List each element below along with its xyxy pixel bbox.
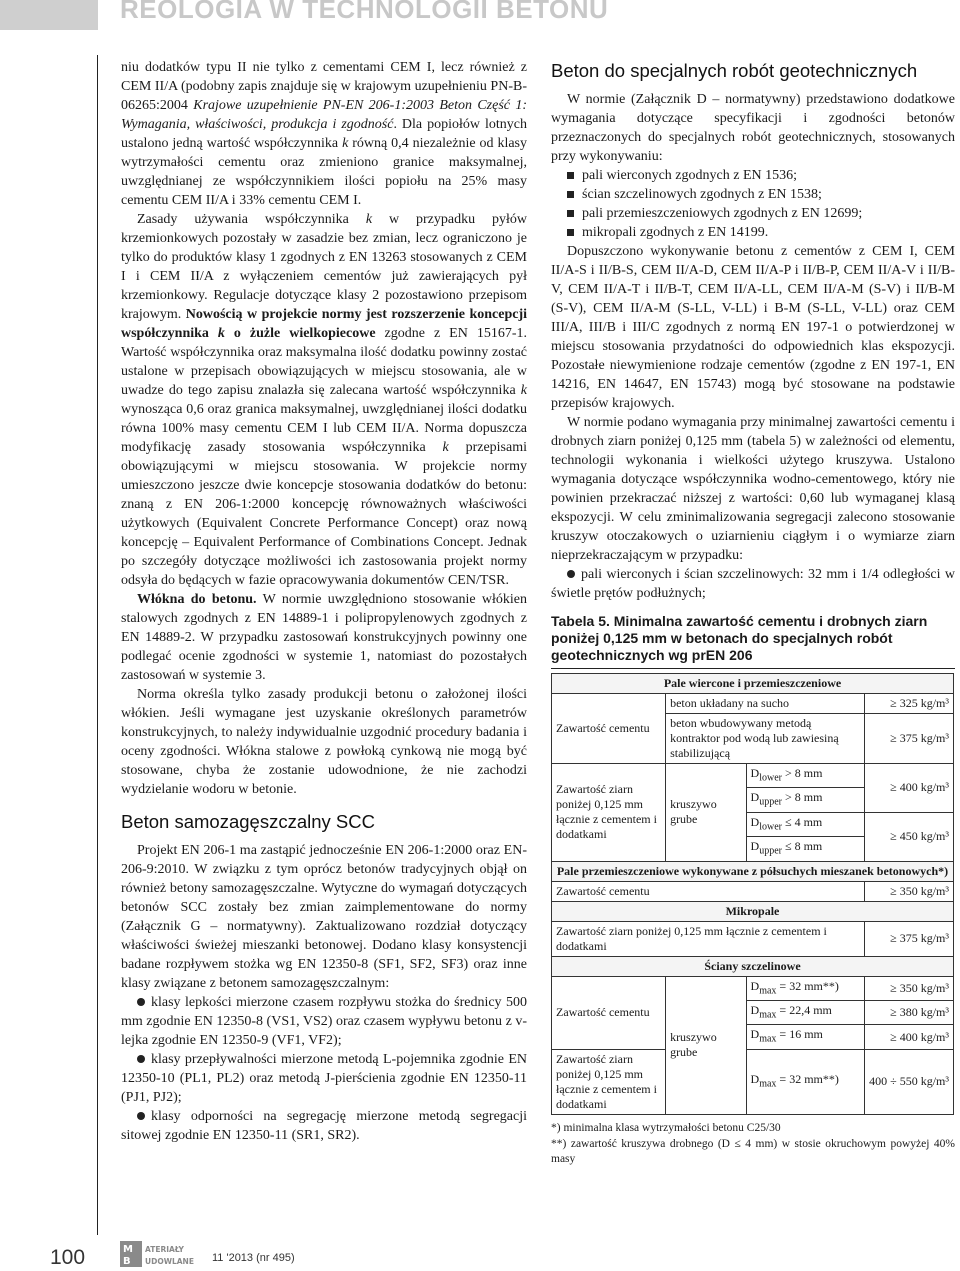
- bullet-item: klasy lepkości mierzone czasem rozpływu stożka do średnicy 500 mm zgodnie EN 12350-8 (VS1, VS2) oraz czasem wypływu betonu z v-lejka zgodnie EN 12350-9 (VF1, VF2);: [121, 995, 527, 1048]
- square-bullet-item: pali wierconych zgodnych z EN 1536;: [551, 166, 955, 185]
- header-bar: [0, 0, 98, 30]
- table-section-header: Ściany szczelinowe: [552, 956, 954, 976]
- table-condition: $D_{max} = 32$ mm**): [746, 976, 865, 1000]
- table-value: ≥ 375 kg/m³: [865, 714, 954, 764]
- table-section-header: Pale przemieszczeniowe wykonywane z półsuchych mieszanek betonowych*): [552, 861, 954, 881]
- table-value: ≥ 380 kg/m³: [865, 1000, 954, 1024]
- table-condition: $D_{upper} > 8$ mm: [746, 788, 865, 812]
- svg-text:M: M: [123, 1244, 133, 1255]
- table-section-header: Mikropale: [552, 901, 954, 921]
- bullet-square-icon: [567, 210, 574, 217]
- table-cell: Zawartość cementu: [552, 976, 666, 1049]
- right-column: [551, 58, 955, 1168]
- table-cell: kruszywo grube: [666, 764, 746, 862]
- table-condition: $D_{upper} \le 8$ mm: [746, 837, 865, 861]
- bullet-square-icon: [567, 191, 574, 198]
- table-value: ≥ 400 kg/m³: [865, 1025, 954, 1049]
- issue-number: 11 '2013 (nr 495): [212, 1252, 295, 1264]
- square-bullet-item: pali przemieszczeniowych zgodnych z EN 12699;: [551, 204, 955, 223]
- paragraph: Dopuszczono wykonywanie betonu z cementów z CEM I, CEM II/A-S i II/B-S, CEM II/A-D, CEM II/A-P i II/B-P, CEM II/A-V i II/B-V, CEM II/A-T i II/B-T, CEM II/A-LL, CEM II/A-M (S-V) i II/B-M (S-V), CEM II/A-M (S-LL, V-LL) i B-M (S-LL, V-LL) oraz CEM III/A, III/B i III/C zgodnych z normą EN 197-1 o potwierdzonej w miejscu stosowania przydatności do odpowiednich klas ekspozycji. Pozostałe niewymienione rodzaje cementów (zgodne z EN 197-1, EN 14216, EN 14647, EN 15743) mogą być stosowane na podstawie przepisów krajowych.: [551, 244, 955, 411]
- table-value: ≥ 400 kg/m³: [865, 764, 954, 813]
- table-value: ≥ 450 kg/m³: [865, 812, 954, 861]
- bullet-square-icon: [567, 229, 574, 236]
- table-cell: Zawartość cementu: [552, 881, 865, 901]
- bullet-item: klasy odporności na segregację mierzone metodą segregacji sitowej zgodnie EN 12350-11 (SR1, SR2).: [121, 1109, 527, 1143]
- bullet-item: pali wierconych i ścian szczelinowych: 32 mm i 1/4 odległości w świetle prętów podłużnych;: [551, 567, 955, 601]
- table-value: ≥ 350 kg/m³: [865, 976, 954, 1000]
- table-notes: [551, 1121, 955, 1167]
- table-cell: kruszywo grube: [666, 976, 746, 1114]
- table-value: ≥ 375 kg/m³: [865, 921, 954, 956]
- table-section-header: Pale wiercone i przemieszczeniowe: [552, 674, 954, 694]
- logo-text-top: ATERIAŁY: [145, 1245, 184, 1254]
- section-heading-geotech: Beton do specjalnych robót geotechnicznych: [551, 60, 918, 81]
- table-condition: $D_{max} = 22,4$ mm: [746, 1000, 865, 1024]
- paragraph: niu dodatków typu II nie tylko z cementami CEM I, lecz również z CEM II/A (podobny zapis znajduje się w krajowym uzupełnieniu PN-B-06265:2004 Krajowe uzupełnienie PN-EN 206-1:2003 Beton Część 1: Wymagania, właściwości, produkcja i zgodność. Dla popiołów lotnych ustalono jedną wartość współczynnika k równą 0,4 niezależnie od klasy wytrzymałości cementu oraz zmieniono granice maksymalnej, uwzględnianej ze współczynnikiem ilości popiołu na 25% masy cementu CEM II/A i 33% cementu CEM I.: [121, 60, 528, 208]
- table-value: ≥ 350 kg/m³: [865, 881, 954, 901]
- paragraph: Norma określa tylko zasady produkcji betonu o założonej ilości włókien. Jeśli wymagane jest uzyskanie określonych parametrów konstrukcyjnych, to należy indywidualnie uzgodnić procedury badania i oceny zgodności. Włókna stalowe z powłoką cynkową nie mogą być stosowane, chyba że zostanie udowodnione, że nie zachodzi wydzielanie wodoru w betonie.: [121, 687, 527, 797]
- table-condition: $D_{lower} \le 4$ mm: [746, 812, 865, 836]
- square-bullet-item: ścian szczelinowych zgodnych z EN 1538;: [551, 185, 955, 204]
- table-5: [551, 673, 954, 1115]
- table-cell: Zawartość ziarn poniżej 0,125 mm łącznie z cementem i dodatkami: [552, 764, 666, 862]
- table-condition: $D_{max} = 32$ mm**): [746, 1049, 865, 1114]
- paragraph: Zasady używania współczynnika k w przypadku pyłów krzemionkowych pozostały w zasadzie bez zmian, lecz ograniczono je tylko do produktów klasy 1 zgodnych z EN 13263 stosowanych z CEM I i CEM II/A z wyłączeniem cementów już zawierających pył krzemionkowy. Regulacje dotyczące klasy 2 pozostawiono przepisom krajowym. Nowością w projekcie normy jest rozszerzenie koncepcji współczynnika k o żużle wielkopiecowe zgodne z EN 15167-1. Wartość współczynnika oraz maksymalna ilość dodatku powinny zostać ustalone w przepisach obowiązujących w miejscu stosowania, ale w uwadze do tego zapisu znalazła się zalecana wartość współczynnika k wynosząca 0,6 oraz granica maksymalnej, uwzględnianej ilości dodatku równa 100% masy cementu CEM I lub CEM II/A. Norma dopuszcza modyfikację zasady stosowania współczynnika k przepisami obowiązującymi w miejscu stosowania. W projekcie normy umieszczono jeszcze dwie koncepcje stosowania dodatków do betonu: znaną z EN 206-1:2000 koncepcję równoważnych właściwości użytkowych (Equivalent Concrete Performance Concept) oraz nową koncepcję – Equivalent Performance of Combinations Concept. Jednak po szczegóły dotyczące możliwości ich zastosowania projekt normy odsyła do będących w fazie opracowywania dokumentów CEN/TSR.: [121, 212, 527, 588]
- table-cell: beton układany na sucho: [666, 694, 865, 714]
- bullet-dot-icon: [137, 1055, 145, 1063]
- paragraph: Projekt EN 206-1 ma zastąpić jednocześnie EN 206-1:2000 oraz EN-206-9:2010. W związku z tym oprócz betonów tradycyjnych objął on również betony samozagęszczalne. Wytyczne do wymagań dotyczących betonów SCC zostały bez zmian zaimplementowane do normy (Załącznik G – normatywny). Zaktualizowano rozdział dotyczący właściwości świeżej mieszanki betonowej. Dodano klasy konsystencji badane rozpływem stożka wg EN 12350-8 (SF1, SF2, SF3) oraz inne klasy związane z betonem samozagęszczalnym:: [121, 843, 527, 991]
- table-cell: Zawartość ziarn poniżej 0,125 mm łącznie z cementem i dodatkami: [552, 1049, 666, 1114]
- bullet-dot-icon: [137, 998, 145, 1006]
- bullet-item: klasy przepływalności mierzone metodą L-pojemnika zgodnie EN 12350-10 (PL1, PL2) oraz metodą J-pierścienia zgodnie EN 12350-11 (PJ1, PJ2);: [121, 1052, 527, 1105]
- svg-text:B: B: [123, 1256, 131, 1267]
- paragraph: W normie podano wymagania przy minimalnej zawartości cementu i drobnych ziarn poniżej 0,125 mm (tabela 5) w zależności od elementu, technologii wykonania i wielkości użytego kruszywa. Ustalono wymagania dotyczące współczynnika wodno-cementowego, który nie powinien przekraczać niższej z wartości: 0,60 lub wymaganej klasą ekspozycji. W celu zminimalizowania segregacji zalecono stosowanie kruszyw otoczakowych o uziarnieniu ciągłym i o wymiarze ziarn nieprzekraczającym w przypadku:: [551, 415, 955, 563]
- table-note: **) zawartość kruszywa drobnego (D ≤ 4 mm) w stosie okruchowym powyżej 40% masy: [551, 1137, 955, 1165]
- section-heading-scc: Beton samozagęszczalny SCC: [121, 811, 375, 832]
- table-cell: beton wbudowywany metodą kontraktor pod wodą lub zawiesiną stabilizującą: [666, 714, 865, 764]
- table-value: 400 ÷ 550 kg/m³: [865, 1049, 954, 1114]
- table-caption: Tabela 5. Minimalna zawartość cementu i drobnych ziarn poniżej 0,125 mm w betonach do specjalnych robót geotechnicznych wg prEN 206: [551, 613, 928, 663]
- table-cell: Zawartość ziarn poniżej 0,125 mm łącznie z cementem i dodatkami: [552, 921, 865, 956]
- bullet-dot-icon: [137, 1112, 145, 1120]
- logo-text-bottom: UDOWLANE: [145, 1257, 194, 1266]
- paragraph: W normie (Załącznik D – normatywny) przedstawiono dodatkowe wymagania dotyczące specyfikacji i zgodności betonów przeznaczonych do specjalnych robót geotechnicznych, stosowanych przy wykonywaniu:: [551, 92, 955, 164]
- bullet-dot-icon: [567, 570, 575, 578]
- running-header-title: REOLOGIA W TECHNOLOGII BETONU: [120, 0, 609, 24]
- margin-rule: [97, 55, 98, 1235]
- bullet-square-icon: [567, 172, 574, 179]
- paragraph: Włókna do betonu. W normie uwzględniono stosowanie włókien stalowych zgodnych z EN 14889-1 i polipropylenowych zgodnych z EN 14889-2. W przypadku zastosowań konstrukcyjnych powinny one podlegać ocenie zgodności w systemie 1, natomiast do pozostałych zastosowań w systemie 3.: [121, 592, 528, 683]
- magazine-logo: [120, 1241, 210, 1267]
- table-condition: $D_{lower} > 8$ mm: [746, 764, 865, 788]
- page-header: [0, 0, 960, 30]
- page-number: 100: [50, 1246, 86, 1269]
- table-cell: Zawartość cementu: [552, 694, 666, 764]
- table-condition: $D_{max} = 16$ mm: [746, 1025, 865, 1049]
- table-value: ≥ 325 kg/m³: [865, 694, 954, 714]
- caption-rule: [551, 668, 955, 669]
- left-column: [121, 58, 527, 1145]
- table-note: *) minimalna klasa wytrzymałości betonu C25/30: [551, 1121, 781, 1134]
- square-bullet-item: mikropali zgodnych z EN 14199.: [551, 223, 955, 242]
